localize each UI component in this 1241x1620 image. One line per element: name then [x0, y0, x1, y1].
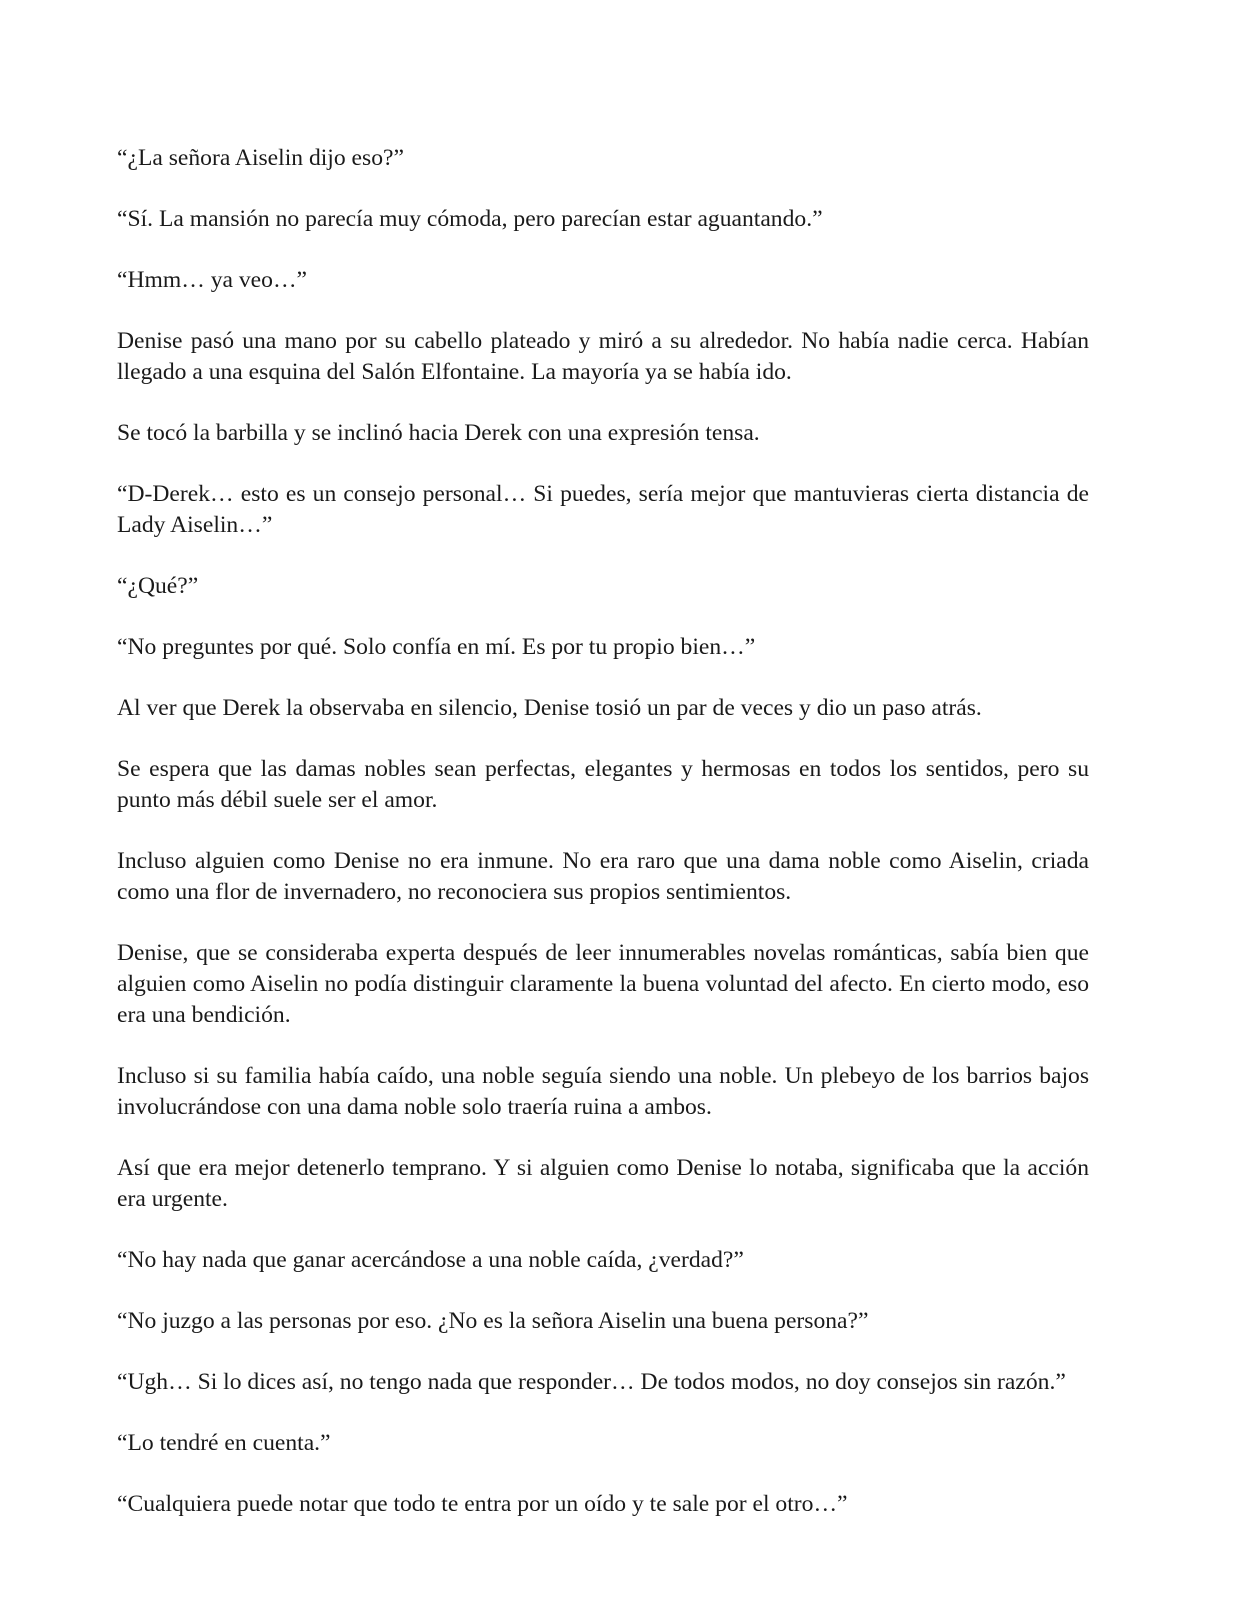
paragraph: “¿La señora Aiselin dijo eso?” — [117, 145, 404, 171]
paragraph: Se espera que las damas nobles sean perfectas, elegantes y hermosas en todos los sentidos, pero su punto más débil suele ser el amor. — [117, 756, 1089, 813]
paragraph: Denise pasó una mano por su cabello plateado y miró a su alrededor. No había nadie cerca. Habían llegado a una esquina del Salón Elfontaine. La mayoría ya se había ido. — [117, 328, 1089, 385]
paragraph: “Lo tendré en cuenta.” — [117, 1430, 331, 1456]
paragraph: “No juzgo a las personas por eso. ¿No es la señora Aiselin una buena persona?” — [117, 1308, 869, 1334]
paragraph: “Sí. La mansión no parecía muy cómoda, pero parecían estar aguantando.” — [117, 206, 823, 232]
paragraph: “No hay nada que ganar acercándose a una noble caída, ¿verdad?” — [117, 1247, 744, 1273]
paragraph: Así que era mejor detenerlo temprano. Y si alguien como Denise lo notaba, significaba que la acción era urgente. — [117, 1155, 1089, 1212]
paragraph: Se tocó la barbilla y se inclinó hacia Derek con una expresión tensa. — [117, 420, 760, 446]
document-page — [117, 143, 1089, 1520]
paragraph: “Cualquiera puede notar que todo te entra por un oído y te sale por el otro…” — [117, 1491, 848, 1517]
paragraph: Incluso alguien como Denise no era inmune. No era raro que una dama noble como Aiselin, criada como una flor de invernadero, no reconociera sus propios sentimientos. — [117, 848, 1089, 905]
paragraph: “Hmm… ya veo…” — [117, 267, 308, 293]
paragraph: “Ugh… Si lo dices así, no tengo nada que responder… De todos modos, no doy consejos sin razón.” — [117, 1369, 1066, 1395]
paragraph: Al ver que Derek la observaba en silencio, Denise tosió un par de veces y dio un paso atrás. — [117, 695, 982, 721]
paragraph: “No preguntes por qué. Solo confía en mí. Es por tu propio bien…” — [117, 634, 756, 660]
paragraph: Incluso si su familia había caído, una noble seguía siendo una noble. Un plebeyo de los barrios bajos involucrándose con una dama noble solo traería ruina a ambos. — [117, 1063, 1089, 1120]
paragraph: “¿Qué?” — [117, 573, 199, 599]
paragraph: Denise, que se consideraba experta después de leer innumerables novelas románticas, sabía bien que alguien como Aiselin no podía distinguir claramente la buena voluntad del afecto. En cierto modo, eso era una bendición. — [117, 940, 1089, 1028]
paragraph: “D-Derek… esto es un consejo personal… Si puedes, sería mejor que mantuvieras cierta distancia de Lady Aiselin…” — [117, 481, 1089, 538]
